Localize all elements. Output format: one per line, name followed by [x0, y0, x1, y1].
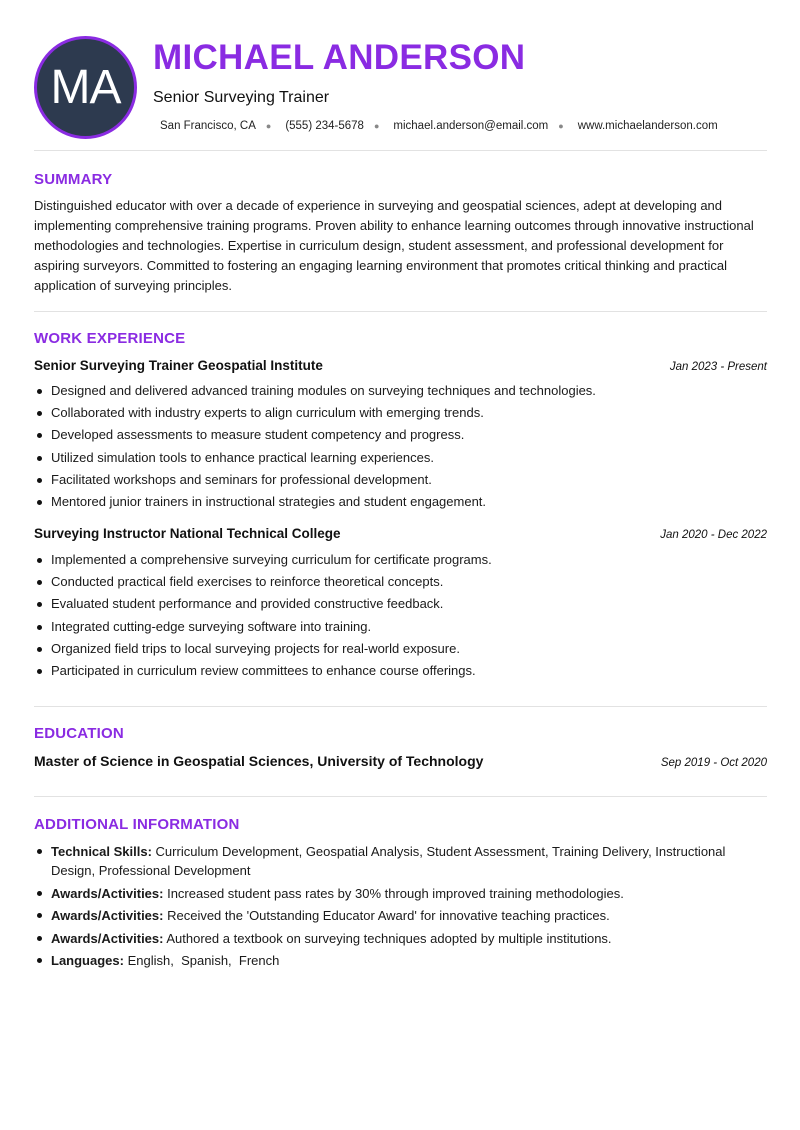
divider — [34, 150, 767, 151]
job-header — [34, 358, 767, 373]
separator-dot-icon: ● — [265, 121, 272, 131]
item-label: Languages: — [51, 953, 124, 968]
work-experience-heading: WORK EXPERIENCE — [34, 330, 186, 347]
avatar — [34, 36, 137, 139]
education-entry — [34, 753, 767, 769]
education-heading: EDUCATION — [34, 725, 124, 742]
list-item: Developed assessments to measure student competency and progress. — [34, 424, 754, 446]
contact-phone[interactable]: (555) 234-5678 — [285, 120, 364, 132]
job-bullet-list — [34, 380, 754, 513]
job-bullet-list — [34, 549, 754, 682]
job-dates: Jan 2023 - Present — [669, 361, 767, 373]
additional-info-heading: ADDITIONAL INFORMATION — [34, 816, 240, 833]
divider — [34, 706, 767, 707]
education-degree: Master of Science in Geospatial Sciences, University of Technology — [34, 753, 484, 769]
item-label: Awards/Activities: — [51, 908, 164, 923]
separator-dot-icon: ● — [373, 121, 380, 131]
contact-email[interactable]: michael.anderson@email.com — [393, 120, 549, 132]
avatar-initials: MA — [50, 61, 121, 114]
resume-header — [0, 0, 800, 150]
list-item: Evaluated student performance and provided constructive feedback. — [34, 593, 754, 615]
contact-website[interactable]: www.michaelanderson.com — [577, 120, 718, 132]
item-label: Awards/Activities: — [51, 930, 164, 946]
list-item: Conducted practical field exercises to reinforce theoretical concepts. — [34, 571, 754, 593]
separator-dot-icon: ● — [558, 121, 564, 131]
summary-text: Distinguished educator with over a decade of experience in surveying and geospatial sciences, adept at developing and implementing comprehensive training programs. Proven ability to enhance learning outcomes through innovative instructional methodologies and technologies. Expertise in curriculum design, student assessment, and professional development for aspiring surveyors. Committed to fostering an engaging learning environment that promotes critical thinking and practical application of surveying principles. — [34, 198, 754, 293]
candidate-title: Senior Surveying Trainer — [153, 89, 330, 106]
list-item: Collaborated with industry experts to align curriculum with emerging trends. — [34, 402, 754, 424]
list-item — [34, 929, 754, 948]
list-item — [34, 951, 754, 970]
contact-info — [160, 120, 718, 132]
job-role-org: Senior Surveying Trainer Geospatial Institute — [34, 358, 323, 373]
summary-heading: SUMMARY — [34, 171, 113, 188]
item-text: Authored a textbook on surveying techniques adopted by multiple institutions. — [166, 930, 612, 946]
item-text: Curriculum Development, Geospatial Analysis, Student Assessment, Training Delivery, Instructional Design, Professional Development — [51, 844, 726, 878]
list-item: Facilitated workshops and seminars for professional development. — [34, 469, 754, 491]
item-text: Increased student pass rates by 30% through improved training methodologies. — [167, 885, 624, 901]
list-item: Designed and delivered advanced training modules on surveying techniques and technologies. — [34, 380, 754, 402]
item-label: Technical Skills: — [51, 844, 152, 859]
list-item: Implemented a comprehensive surveying curriculum for certificate programs. — [34, 549, 754, 571]
divider — [34, 311, 767, 312]
item-text: English, Spanish, French — [127, 953, 280, 968]
list-item: Utilized simulation tools to enhance practical learning experiences. — [34, 447, 754, 469]
job-role-org: Surveying Instructor National Technical College — [34, 526, 341, 541]
divider — [34, 796, 767, 797]
list-item: Participated in curriculum review committees to enhance course offerings. — [34, 660, 754, 682]
job-header — [34, 526, 767, 541]
list-item — [34, 906, 754, 925]
candidate-name: MICHAEL ANDERSON — [153, 38, 526, 77]
education-dates: Sep 2019 - Oct 2020 — [660, 757, 767, 769]
list-item — [34, 842, 754, 880]
item-label: Awards/Activities: — [51, 885, 164, 901]
item-text: Received the 'Outstanding Educator Award' for innovative teaching practices. — [167, 908, 610, 923]
list-item: Integrated cutting-edge surveying software into training. — [34, 616, 754, 638]
job-dates: Jan 2020 - Dec 2022 — [660, 529, 767, 541]
list-item: Mentored junior trainers in instructional strategies and student engagement. — [34, 491, 754, 513]
contact-location: San Francisco, CA — [160, 120, 256, 132]
list-item — [34, 884, 754, 903]
list-item: Organized field trips to local surveying projects for real-world exposure. — [34, 638, 754, 660]
additional-info-list — [34, 842, 754, 974]
